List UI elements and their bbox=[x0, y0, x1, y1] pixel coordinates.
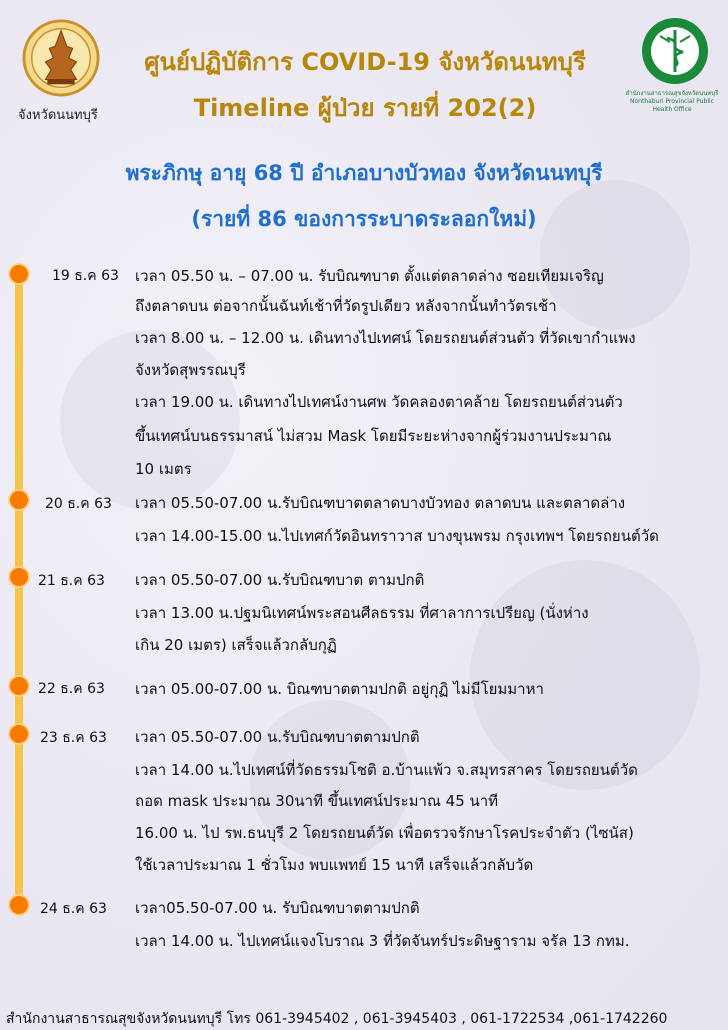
case-outbreak-number: (รายที่ 86 ของการระบาดระลอกใหม่) bbox=[191, 207, 537, 231]
timeline-bar bbox=[15, 272, 23, 912]
timeline-dot bbox=[8, 894, 30, 916]
case-description: พระภิกษุ อายุ 68 ปี อำเภอบางบัวทอง จังหวัดนนทบุรี bbox=[125, 161, 603, 185]
timeline-entry-line: เกิน 20 เมตร) เสร็จแล้วกลับกุฏิ bbox=[135, 636, 337, 654]
background-virus-blob bbox=[470, 560, 700, 790]
moph-office-label bbox=[622, 90, 722, 114]
timeline-date: 21 ธ.ค 63 bbox=[38, 573, 105, 589]
timeline-date: 24 ธ.ค 63 bbox=[40, 901, 107, 917]
timeline-entry-line: เวลา 05.50-07.00 น.รับบิณฑบาตตามปกติ bbox=[135, 728, 420, 746]
timeline-dot bbox=[8, 489, 30, 511]
title-line-2: Timeline ผู้ป่วย รายที่ 202(2) bbox=[193, 94, 537, 122]
timeline-entry-line: 16.00 น. ไป รพ.ธนบุรี 2 โดยรถยนต์วัด เพื่อตรวจรักษาโรคประจำตัว (ไซนัส) bbox=[135, 824, 634, 842]
timeline-date: 23 ธ.ค 63 bbox=[40, 730, 107, 746]
timeline-entry-line: เวลา 19.00 น. เดินทางไปเทศน์งานศพ วัดคลองตาคล้าย โดยรถยนต์ส่วนตัว bbox=[135, 393, 623, 411]
ministry-public-health-logo-icon bbox=[640, 16, 710, 86]
timeline-entry-line: ถอด mask ประมาณ 30นาที ขึ้นเทศน์ประมาณ 45 นาที bbox=[135, 792, 499, 810]
timeline-dot bbox=[8, 723, 30, 745]
moph-office-label-th: สำนักงานสาธารณสุขจังหวัดนนทบุรี bbox=[625, 90, 719, 97]
timeline-date: 22 ธ.ค 63 bbox=[38, 681, 105, 697]
timeline-date: 20 ธ.ค 63 bbox=[45, 496, 112, 512]
timeline-entry-line: เวลา 05.50-07.00 น.รับบิณฑบาต ตามปกติ bbox=[135, 571, 425, 589]
timeline-date: 19 ธ.ค 63 bbox=[52, 268, 119, 284]
background-virus-blob bbox=[60, 330, 240, 510]
timeline-entry-line: เวลา 8.00 น. – 12.00 น. เดินทางไปเทศน์ โดยรถยนต์ส่วนตัว ที่วัดเขากำแพง bbox=[135, 329, 636, 347]
timeline-entry-line: เวลา 05.50 น. – 07.00 น. รับบิณฑบาต ตั้งแต่ตลาดล่าง ซอยเทียมเจริญ bbox=[135, 267, 604, 285]
timeline-entry-line: เวลา 13.00 น.ปฐมนิเทศน์พระสอนศีลธรรม ที่ศาลาการเปรียญ (นั่งห่าง bbox=[135, 604, 589, 622]
timeline-entry-line: เวลา 05.50-07.00 น.รับบิณฑบาตตลาดบางบัวทอง ตลาดบน และตลาดล่าง bbox=[135, 494, 626, 512]
moph-office-label-en: Nonthaburi Provincial Public Health Office bbox=[630, 98, 714, 113]
timeline-entry-line: เวลา 05.00-07.00 น. บิณฑบาตตามปกติ อยู่กุฏิ ไม่มีโยมมาหา bbox=[135, 680, 544, 698]
timeline-dot bbox=[8, 263, 30, 285]
timeline-dot bbox=[8, 566, 30, 588]
timeline-entry-line: 10 เมตร bbox=[135, 460, 192, 478]
timeline-entry-line: ถึงตลาดบน ต่อจากนั้นฉันท์เช้าที่วัดรูปเดียว หลังจากนั้นทำวัตรเช้า bbox=[135, 297, 557, 315]
timeline-entry-line: เวลา 14.00 น. ไปเทศน์แจงโบราณ 3 ที่วัดจันทร์ประดิษฐาราม จรัล 13 กทม. bbox=[135, 932, 630, 950]
nonthaburi-seal-icon bbox=[22, 18, 100, 98]
footer-contact: สำนักงานสาธารณสุขจังหวัดนนทบุรี โทร 061-3945402 , 061-3945403 , 061-1722534 ,061-1742260 bbox=[6, 1011, 668, 1027]
timeline-entry-line: ใช้เวลาประมาณ 1 ชั่วโมง พบแพทย์ 15 นาที เสร็จแล้วกลับวัด bbox=[135, 856, 534, 874]
timeline-entry-line: จังหวัดสุพรรณบุรี bbox=[135, 361, 246, 379]
timeline-entry-line: ขึ้นเทศน์บนธรรมาสน์ ไม่สวม Mask โดยมีระยะห่างจากผู้ร่วมงานประมาณ bbox=[135, 427, 612, 445]
timeline-entry-line: เวลา 14.00-15.00 น.ไปเทศก์วัดอินทราวาส บางขุนพรม กรุงเทพฯ โดยรถยนต์วัด bbox=[135, 527, 659, 545]
timeline-entry-line: เวลา05.50-07.00 น. รับบิณฑบาตตามปกติ bbox=[135, 899, 420, 917]
timeline-dot bbox=[8, 675, 30, 697]
seal-label: จังหวัดนนทบุรี bbox=[18, 108, 98, 123]
timeline-entry-line: เวลา 14.00 น.ไปเทศน์ที่วัดธรรมโชติ อ.บ้านแพ้ว จ.สมุทรสาคร โดยรถยนต์วัด bbox=[135, 761, 638, 779]
title-line-1: ศูนย์ปฏิบัติการ COVID-19 จังหวัดนนทบุรี bbox=[144, 48, 586, 76]
